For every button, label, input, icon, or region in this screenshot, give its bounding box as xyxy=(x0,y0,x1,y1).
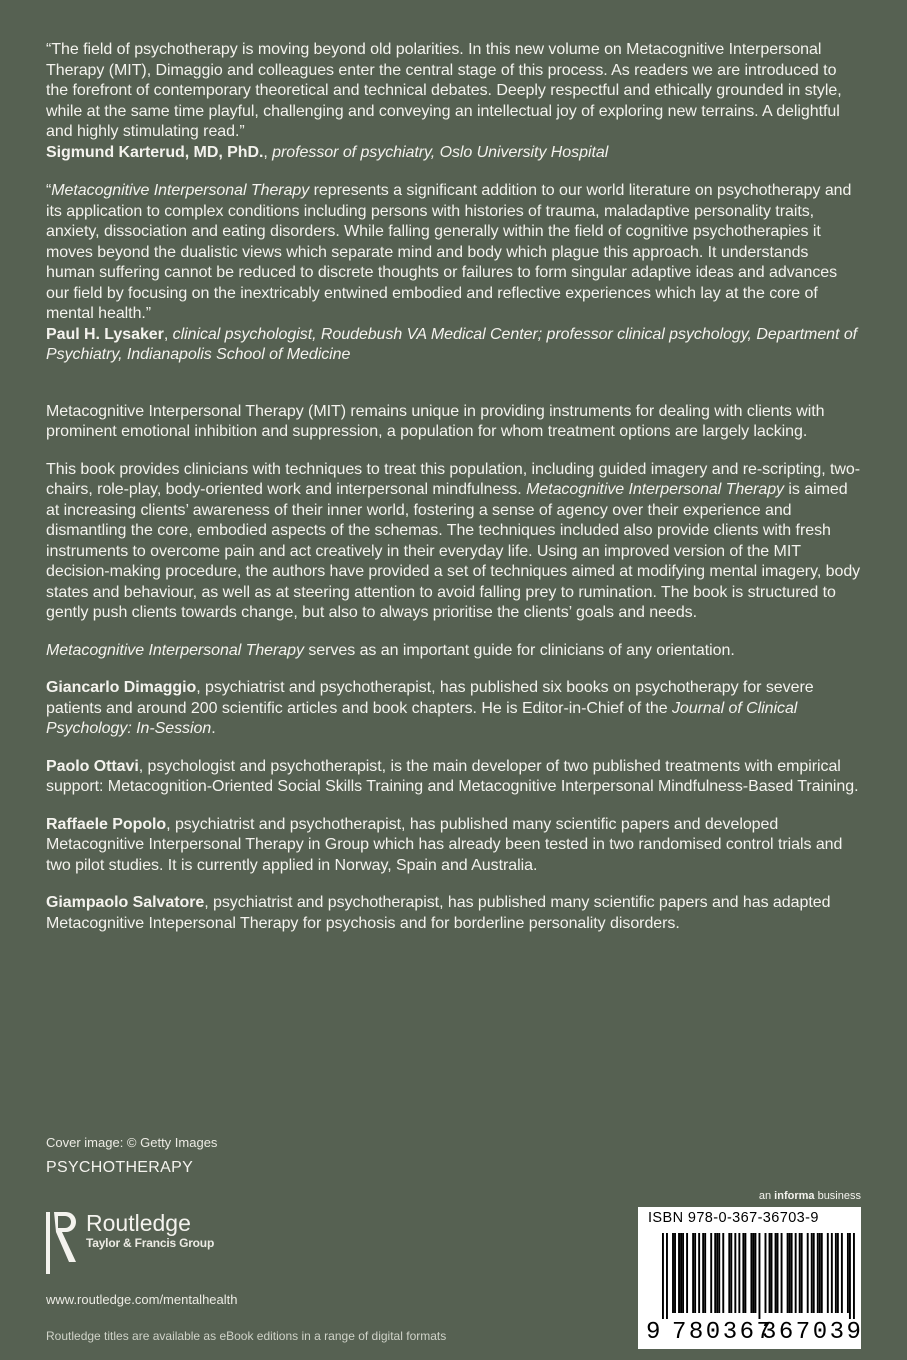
barcode-bar xyxy=(849,1233,851,1319)
author-name: Paolo Ottavi xyxy=(46,757,139,775)
barcode-bar xyxy=(787,1233,789,1313)
barcode-bar xyxy=(801,1233,803,1313)
book-title-ref: Metacognitive Interpersonal Therapy xyxy=(46,641,304,659)
barcode-bar xyxy=(694,1233,696,1313)
author-bio-1: Giancarlo Dimaggio, psychiatrist and psychotherapist, has published six books on psychotherapy for severe patients and around 200 scientific articles and book chapters. He is Editor-in-Chief of the Journal of Clinical Psychology: In-Session. xyxy=(46,679,814,737)
barcode-bar xyxy=(672,1233,674,1313)
barcode-bar xyxy=(730,1233,732,1313)
barcode-bar xyxy=(698,1233,700,1313)
barcode-bar xyxy=(799,1233,801,1313)
barcode-bar xyxy=(769,1233,771,1313)
barcode-bar xyxy=(678,1233,680,1313)
isbn-label: ISBN 978-0-367-36703-9 xyxy=(648,1210,819,1226)
barcode-bar xyxy=(841,1233,843,1313)
description-paragraph-3: Metacognitive Interpersonal Therapy serves as an important guide for clinicians of any orientation. xyxy=(46,641,735,659)
description-paragraph-1: Metacognitive Interpersonal Therapy (MIT) remains unique in providing instruments for dealing with clients with prominent emotional inhibition and suppression, a population for whom treatment options are largely lacking. xyxy=(46,402,825,440)
barcode-bar xyxy=(853,1233,855,1319)
barcode-bar xyxy=(752,1233,754,1313)
barcode-bar xyxy=(662,1233,664,1319)
cover-footer-info xyxy=(46,1134,861,1177)
barcode-bar xyxy=(686,1233,688,1313)
barcode-digits: 9 780367 367039 xyxy=(646,1319,864,1346)
barcode-bar xyxy=(718,1233,720,1313)
subject-category: PSYCHOTHERAPY xyxy=(46,1159,194,1176)
barcode-bar xyxy=(716,1233,718,1313)
barcode-bar xyxy=(775,1233,777,1313)
author-name: Giancarlo Dimaggio xyxy=(46,679,197,696)
author-name: Raffaele Popolo xyxy=(46,815,167,833)
barcode-bar xyxy=(759,1233,761,1319)
barcode-bar xyxy=(771,1233,773,1313)
barcode-bar xyxy=(765,1233,767,1313)
barcode-bar xyxy=(692,1233,694,1313)
ebook-note: Routledge titles are available as eBook editions in a range of digital formats xyxy=(46,1329,447,1343)
barcode-bar xyxy=(680,1233,682,1313)
barcode-bar xyxy=(666,1233,668,1319)
publisher-url[interactable]: www.routledge.com/mentalhealth xyxy=(46,1292,238,1307)
barcode-bar xyxy=(710,1233,712,1313)
endorser-name: Paul H. Lysaker xyxy=(46,325,164,343)
barcode-bar xyxy=(742,1233,744,1313)
barcode-bar xyxy=(847,1233,849,1313)
barcode-bar xyxy=(795,1233,797,1313)
barcode-bar xyxy=(807,1233,809,1313)
endorser-name: Sigmund Karterud, MD, PhD. xyxy=(46,143,264,161)
barcode-bar xyxy=(821,1233,823,1313)
barcode-bar xyxy=(728,1233,730,1313)
barcode-bar xyxy=(813,1233,815,1313)
barcode-bar xyxy=(789,1233,791,1313)
barcode-bar xyxy=(831,1233,833,1313)
endorsement-quote: represents a significant addition to our world literature on psychotherapy and its application to complex conditions including persons with histories of trauma, maladaptive personality traits, anxiety, dissociation and eating disorders. While falling generally within the field of cognitive psychotherapies it moves beyond the dualistic views which separate mind and body which plague this approach. It understands human suffering cannot be reduced to discrete thoughts or failures to form singular adaptive ideas and advances our field by focusing on the inextricably entwined embodied and reflective experiences which lay at the core of mental health.” xyxy=(46,182,852,322)
barcode-bar xyxy=(714,1233,716,1313)
barcode-bar xyxy=(738,1233,740,1313)
barcode-bar xyxy=(734,1233,736,1313)
endorsement-1: “The field of psychotherapy is moving beyond old polarities. In this new volume on Metacognitive Interpersonal Therapy (MIT), Dimaggio and colleagues enter the central stage of this process. As readers we are introduced to the forefront of contemporary theoretical and technical debates. Deeply respectful and ethically grounded in style, while at the same time playful, challenging and conveying an intellectual joy of exploring new terrains. A delightful and highly stimulating read.” Sigmund Karterud, MD, PhD., professor of psychiatry, Oslo University Hospital xyxy=(46,41,842,161)
author-bio-4: Giampaolo Salvatore, psychiatrist and psychotherapist, has published many scientific papers and has adapted Metacognitive Intepersonal Therapy for psychosis and for borderline personality disorders. xyxy=(46,894,831,932)
barcode-bar xyxy=(750,1233,752,1313)
barcode-bar xyxy=(674,1233,676,1313)
cover-image-credit: Cover image: © Getty Images xyxy=(46,1135,218,1150)
informa-brand: informa xyxy=(774,1190,815,1202)
barcode-bar xyxy=(702,1233,704,1313)
barcode-bar xyxy=(811,1233,813,1313)
description-paragraph-2: This book provides clinicians with techniques to treat this population, including guided imagery and re-scripting, two-chairs, role-play, body-oriented work and interpersonal mindfulness. Metacognitive Interpersonal Therapy is aimed at increasing clients’ awareness of their inner world, fostering a sense of agency over their experience and dismantling the core, embodied aspects of the schemas. The techniques included also provide clients with fresh instruments to overcome pain and act creatively in their everyday life. Using an improved version of the MIT decision-making procedure, the authors have provided a set of techniques aimed at modifying mental imagery, body states and behaviour, as well as at steering attention to avoid falling prey to rumination. The book is structured to gently push clients towards change, but also to always prioritise the clients’ goals and needs. xyxy=(46,460,861,621)
publisher-group: Taylor & Francis Group xyxy=(86,1236,215,1250)
publisher-logo xyxy=(46,1210,214,1280)
endorser-affiliation: professor of psychiatry, Oslo University Hospital xyxy=(272,143,609,161)
isbn-barcode xyxy=(638,1207,864,1349)
author-bio-3: Raffaele Popolo, psychiatrist and psychotherapist, has published many scientific papers and developed Metacognitive Interpersonal Therapy in Group which has already been tested in two randomised control trials and two pilot studies. It is currently applied in Norway, Spain and Australia. xyxy=(46,815,843,874)
barcode-bar xyxy=(827,1233,829,1313)
barcode-bar xyxy=(835,1233,837,1313)
barcode-bar xyxy=(791,1233,793,1313)
endorsement-2: “Metacognitive Interpersonal Therapy represents a significant addition to our world literature on psychotherapy and its application to complex conditions including persons with histories of trauma, maladaptive personality traits, anxiety, dissociation and eating disorders. While falling generally within the field of cognitive psychotherapies it moves beyond the dualistic views which separate mind and body which plague this approach. It understands human suffering cannot be reduced to discrete thoughts or failures to form singular adaptive ideas and advances our field by focusing on the inextricably entwined embodied and reflective experiences which lay at the core of mental health.” Paul H. Lysaker, clinical psychologist, Roudebush VA Medical Center; professor clinical psychology, Department of Psychiatry, Indianapolis School of Medicine xyxy=(46,182,858,363)
barcode-bar xyxy=(754,1233,756,1313)
book-title-ref: Metacognitive Interpersonal Therapy xyxy=(51,182,310,199)
barcode-bar xyxy=(704,1233,706,1313)
barcode-bar xyxy=(837,1233,839,1313)
barcode-bar xyxy=(781,1233,783,1313)
publisher-name: Routledge xyxy=(86,1210,191,1236)
informa-business-tag: an informa business xyxy=(758,1190,861,1202)
barcode-bars xyxy=(662,1233,855,1319)
endorsement-quote: “The field of psychotherapy is moving beyond old polarities. In this new volume on Metacognitive Interpersonal Therapy (MIT), Dimaggio and colleagues enter the central stage of this process. As readers we are introduced to the forefront of contemporary theoretical and technical debates. Deeply respectful and ethically grounded in style, while at the same time playful, challenging and conveying an intellectual joy of exploring new terrains. A delightful and highly stimulating read.” xyxy=(46,41,842,140)
book-title-ref: Metacognitive Interpersonal Therapy xyxy=(526,481,785,498)
routledge-logo-icon xyxy=(46,1210,76,1280)
author-bio-2: Paolo Ottavi, psychologist and psychotherapist, is the main developer of two published treatments with empirical support: Metacognition-Oriented Social Skills Training and Metacognitive Interpersonal Mindfulness-Based Training. xyxy=(46,757,859,795)
barcode-bar xyxy=(817,1233,819,1313)
barcode-bar xyxy=(777,1233,779,1313)
back-cover-text xyxy=(46,40,861,951)
journal-title: Journal of Clinical Psychology: In-Session xyxy=(46,699,798,737)
barcode-bar xyxy=(722,1233,724,1313)
barcode-bar xyxy=(744,1233,746,1313)
barcode-bar xyxy=(819,1233,821,1313)
author-name: Giampaolo Salvatore xyxy=(46,894,205,911)
barcode-bar xyxy=(682,1233,684,1313)
endorser-affiliation: clinical psychologist, Roudebush VA Medical Center; professor clinical psychology, Department of Psychiatry, Indianapolis School of Medicine xyxy=(46,325,858,363)
